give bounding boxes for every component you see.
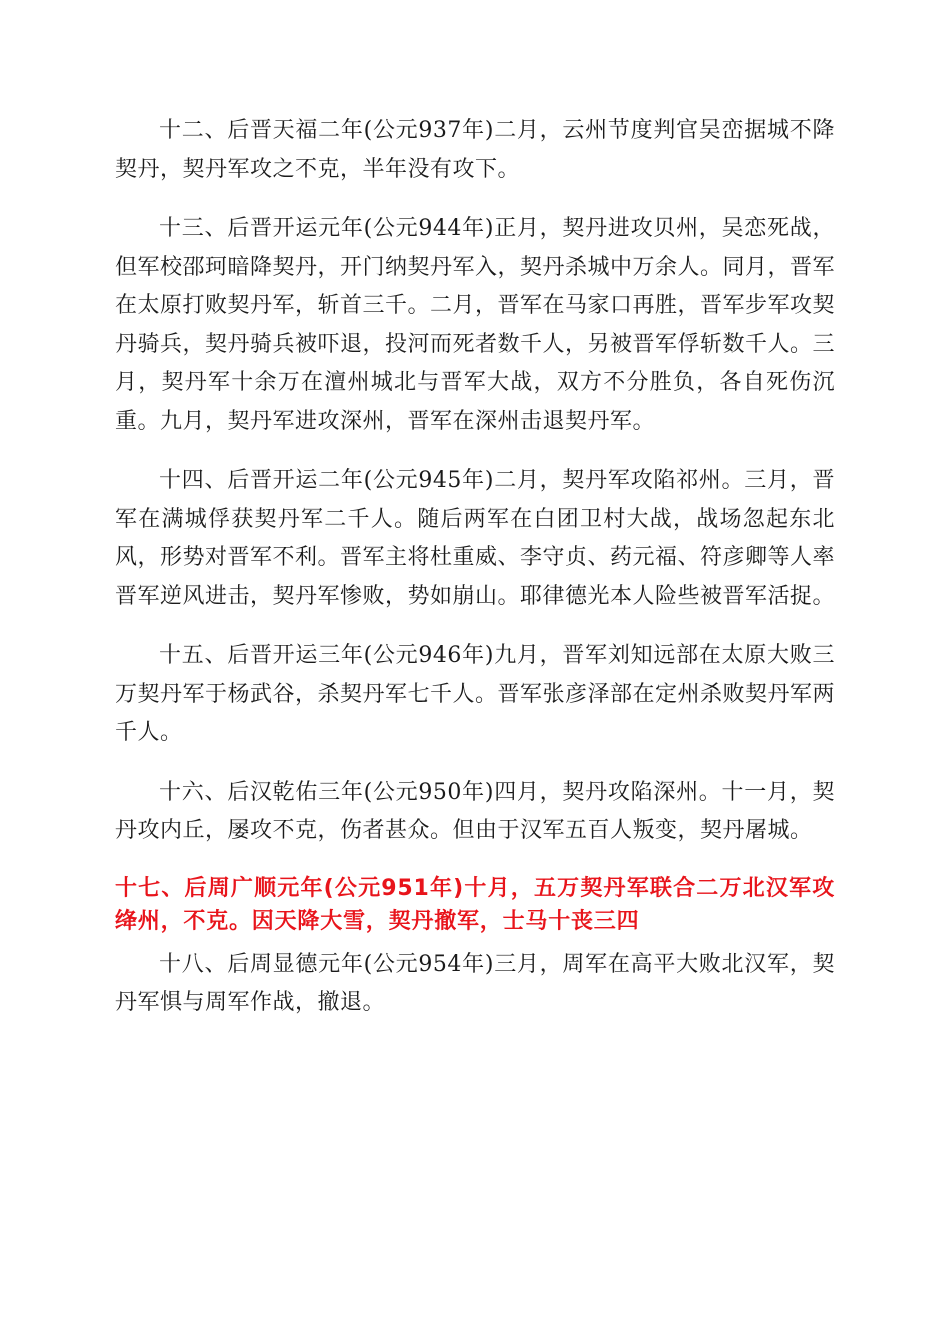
paragraph-12: 十二、后晋天福二年(公元937年)二月，云州节度判官吴峦据城不降契丹，契丹军攻之不克，半年没有攻下。 bbox=[115, 118, 835, 182]
paragraph-16: 十六、后汉乾佑三年(公元950年)四月，契丹攻陷深州。十一月，契丹攻内丘，屡攻不克，伤者甚众。但由于汉军五百人叛变，契丹屠城。 bbox=[115, 779, 835, 843]
document-body bbox=[115, 112, 835, 1044]
paragraph-18: 十八、后周显德元年(公元954年)三月，周军在高平大败北汉军，契丹军惧与周军作战，撤退。 bbox=[115, 951, 835, 1015]
paragraph-15: 十五、后晋开运三年(公元946年)九月，晋军刘知远部在太原大败三万契丹军于杨武谷，杀契丹军七千人。晋军张彦泽部在定州杀败契丹军两千人。 bbox=[115, 643, 836, 745]
paragraph-17-highlighted: 十七、后周广顺元年(公元951年)十月，五万契丹军联合二万北汉军攻绛州，不克。因天降大雪，契丹撤军，士马十丧三四 bbox=[115, 875, 835, 934]
paragraph-14: 十四、后晋开运二年(公元945年)二月，契丹军攻陷祁州。三月，晋军在满城俘获契丹军二千人。随后两军在白团卫村大战，战场忽起东北风，形势对晋军不利。晋军主将杜重威、李守贞、药元福、符彦卿等人率晋军逆风进击，契丹军惨败，势如崩山。耶律德光本人险些被晋军活捉。 bbox=[115, 468, 836, 609]
paragraph-13: 十三、后晋开运元年(公元944年)正月，契丹进攻贝州，吴恋死战，但军校邵珂暗降契丹，开门纳契丹军入，契丹杀城中万余人。同月，晋军在太原打败契丹军，斩首三千。二月，晋军在马家口再胜，晋军步军攻契丹骑兵，契丹骑兵被吓退，投河而死者数千人，另被晋军俘斩数千人。三月，契丹军十余万在澶州城北与晋军大战，双方不分胜负，各自死伤沉重。九月，契丹军进攻深州，晋军在深州击退契丹军。 bbox=[115, 216, 836, 434]
